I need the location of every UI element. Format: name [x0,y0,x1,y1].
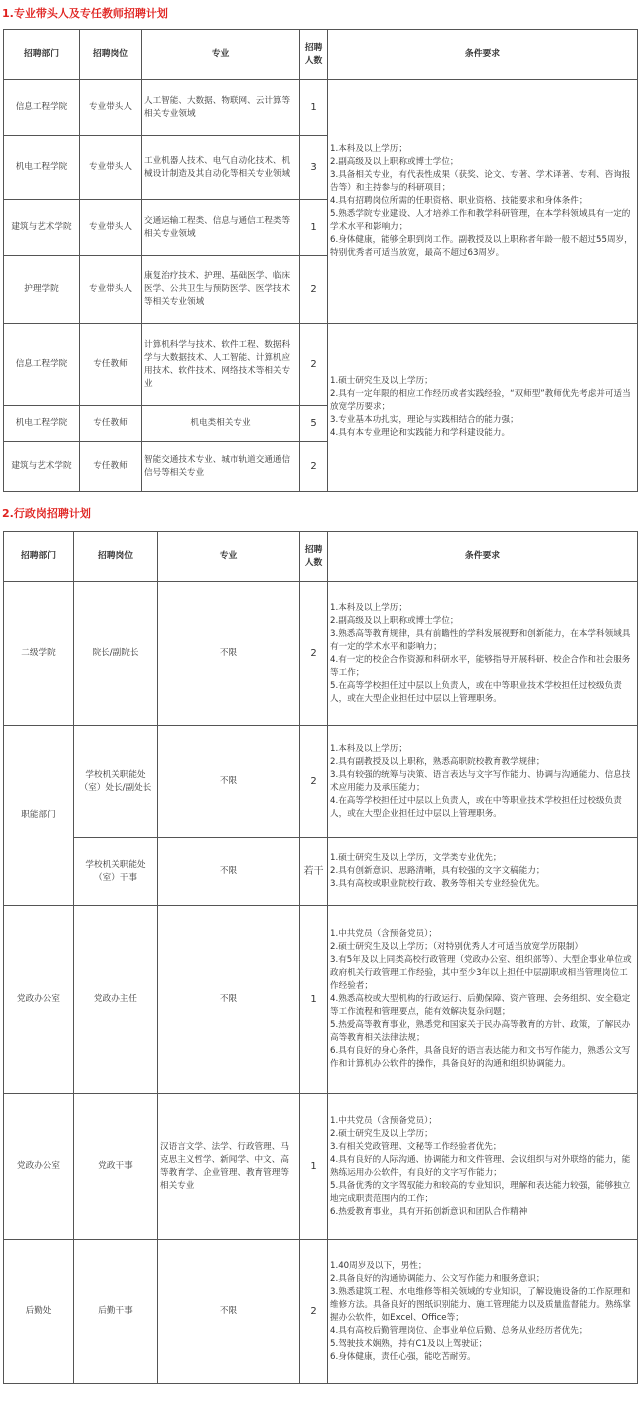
post-cell: 后勤干事 [74,1240,158,1384]
table-row [4,906,638,1094]
count-cell: 2 [300,582,328,726]
requirements-cell: 1.40周岁及以下，男性； 2.具备良好的沟通协调能力、公文写作能力和服务意识； 3.熟悉建筑工程、水电维修等相关领域的专业知识，了解设施设备的工作原理和维修方法。具备良好的图纸识别能力、施工管理能力以及质量监督能力。熟练掌握办公软件，如Excel、Office等； 4.具有高校后勤管理岗位、企事业单位后勤、总务从业经历者优先； 5.驾驶技术娴熟，持有C1及以上驾驶证； 6.身体健康，责任心强，能吃苦耐劳。 [328,1240,638,1384]
header-major: 专业 [142,30,300,80]
table-row [4,1094,638,1240]
post-cell: 专业带头人 [80,80,142,136]
major-cell: 康复治疗技术、护理、基础医学、临床医学、公共卫生与预防医学、医学技术等相关专业领域 [142,256,300,324]
post-cell: 专任教师 [80,442,142,492]
dept-cell: 后勤处 [4,1240,74,1384]
dept-cell: 建筑与艺术学院 [4,200,80,256]
section2-title: 2.行政岗招聘计划 [2,507,91,520]
requirements-cell: 1.本科及以上学历； 2.具有副教授及以上职称，熟悉高职院校教育教学规律； 3.具有较强的统筹与决策、语言表达与文字写作能力、协调与沟通能力、信息技术应用能力及承压能力； 4.在高等学校担任过中层以上负责人，或在中等职业技术学校担任过校级负责人，或在大型企业担任过中层以上管理职务。 [328,726,638,838]
count-cell: 3 [300,136,328,200]
post-cell: 学校机关职能处（室）处长/副处长 [74,726,158,838]
dept-cell: 护理学院 [4,256,80,324]
count-cell: 2 [300,442,328,492]
count-cell: 2 [300,726,328,838]
count-cell: 2 [300,1240,328,1384]
admin-recruitment-table [3,531,638,1384]
major-cell: 工业机器人技术、电气自动化技术、机械设计制造及其自动化等相关专业领域 [142,136,300,200]
table-header-row [4,30,638,80]
teacher-requirements-cell: 1.硕士研究生及以上学历； 2.具有一定年限的相应工作经历或者实践经验，“双师型”教师优先考虑并可适当放宽学历要求； 3.专业基本功扎实，理论与实践相结合的能力强； 4.具有本专业理论和实践能力和学科建设能力。 [328,324,638,492]
post-cell: 专业带头人 [80,136,142,200]
major-cell: 不限 [158,838,300,906]
header-count: 招聘人数 [300,532,328,582]
table-header-row [4,532,638,582]
teacher-recruitment-table [3,29,638,492]
count-cell: 1 [300,906,328,1094]
dept-cell: 信息工程学院 [4,80,80,136]
major-cell: 计算机科学与技术、软件工程、数据科学与大数据技术、人工智能、计算机应用技术、软件技术、网络技术等相关专业 [142,324,300,406]
requirements-cell: 1.硕士研究生及以上学历，文学类专业优先； 2.具有创新意识、思路清晰，具有较强的文字文稿能力； 3.具有高校或职业院校行政、教务等相关专业经验优先。 [328,838,638,906]
header-post: 招聘岗位 [74,532,158,582]
post-cell: 专业带头人 [80,256,142,324]
count-cell: 1 [300,1094,328,1240]
post-cell: 专任教师 [80,406,142,442]
count-cell: 2 [300,256,328,324]
dept-cell: 信息工程学院 [4,324,80,406]
requirements-cell: 1.中共党员（含预备党员）； 2.硕士研究生及以上学历； 3.有相关党政管理、文秘等工作经验者优先； 4.具有良好的人际沟通、协调能力和文件管理、会议组织与对外联络的能力，能熟练运用办公软件，有良好的文字写作能力； 5.具备优秀的文字驾驭能力和较高的专业知识，理解和表达能力较强，能够独立地完成职责范围内的工作； 6.热爱教育事业，具有开拓创新意识和团队合作精神 [328,1094,638,1240]
table-row [4,1240,638,1384]
major-cell: 汉语言文学、法学、行政管理、马克思主义哲学、新闻学、中文、高等教育学、企业管理、教育管理等相关专业 [158,1094,300,1240]
leader-requirements-cell: 1.本科及以上学历； 2.副高级及以上职称或博士学位； 3.具备相关专业，有代表性成果（获奖、论文、专著、学术译著、专利、咨询报告等）和主持参与的科研项目； 4.具有招聘岗位所需的任职资格、职业资格、技能要求和身体条件； 5.熟悉学院专业建设、人才培养工作和教学科研管理，在本学科领域具有一定的学术水平和影响力； 6.身体健康，能够全职到岗工作。副教授及以上职称者年龄一般不超过55周岁，特别优秀者可适当放宽，最高不超过63周岁。 [328,80,638,324]
post-cell: 学校机关职能处（室）干事 [74,838,158,906]
table-row [4,838,638,906]
header-count: 招聘人数 [300,30,328,80]
major-cell: 不限 [158,582,300,726]
requirements-cell: 1.中共党员（含预备党员）； 2.硕士研究生及以上学历；（对特别优秀人才可适当放宽学历限制） 3.有5年及以上同类高校行政管理（党政办公室、组织部等）、大型企事业单位或政府机关行政管理工作经验，其中至少3年以上担任中层副职或相当管理岗位工作经验者； 4.熟悉高校或大型机构的行政运行、后勤保障、资产管理、会务组织、安全稳定等工作流程和管理要点，能有效解决复杂问题； 5.热爱高等教育事业，熟悉党和国家关于民办高等教育的方针、政策，了解民办高等教育相关法律法规； 6.具有良好的身心条件，具备良好的语言表达能力和文书写作能力，熟悉公文写作和计算机办公软件的操作，具备良好的沟通和组织协调能力。 [328,906,638,1094]
header-requirements: 条件要求 [328,30,638,80]
major-cell: 不限 [158,1240,300,1384]
header-dept: 招聘部门 [4,30,80,80]
major-cell: 智能交通技术专业、城市轨道交通通信信号等相关专业 [142,442,300,492]
header-requirements: 条件要求 [328,532,638,582]
dept-cell: 党政办公室 [4,1094,74,1240]
count-cell: 5 [300,406,328,442]
dept-cell: 机电工程学院 [4,136,80,200]
header-major: 专业 [158,532,300,582]
post-cell: 专任教师 [80,324,142,406]
post-cell: 党政干事 [74,1094,158,1240]
dept-cell: 二级学院 [4,582,74,726]
dept-cell: 党政办公室 [4,906,74,1094]
dept-cell: 职能部门 [4,726,74,906]
table-row [4,726,638,838]
count-cell: 2 [300,324,328,406]
major-cell: 机电类相关专业 [142,406,300,442]
table-row [4,582,638,726]
post-cell: 党政办主任 [74,906,158,1094]
header-dept: 招聘部门 [4,532,74,582]
post-cell: 专业带头人 [80,200,142,256]
major-cell: 人工智能、大数据、物联网、云计算等相关专业领域 [142,80,300,136]
dept-cell: 建筑与艺术学院 [4,442,80,492]
major-cell: 不限 [158,906,300,1094]
table-row [4,80,638,136]
major-cell: 不限 [158,726,300,838]
count-cell: 若干 [300,838,328,906]
count-cell: 1 [300,200,328,256]
count-cell: 1 [300,80,328,136]
header-post: 招聘岗位 [80,30,142,80]
table-row [4,324,638,406]
requirements-cell: 1.本科及以上学历； 2.副高级及以上职称或博士学位； 3.熟悉高等教育规律，具有前瞻性的学科发展视野和创新能力，在本学科领域具有一定的学术水平和影响力； 4.有一定的校企合作资源和科研水平，能够指导开展科研、校企合作和社会服务等工作； 5.在高等学校担任过中层以上负责人，或在中等职业技术学校担任过校级负责人，或在大型企业担任过中层以上管理职务。 [328,582,638,726]
post-cell: 院长/副院长 [74,582,158,726]
dept-cell: 机电工程学院 [4,406,80,442]
major-cell: 交通运输工程类、信息与通信工程类等相关专业领域 [142,200,300,256]
section1-title: 1.专业带头人及专任教师招聘计划 [2,7,168,20]
